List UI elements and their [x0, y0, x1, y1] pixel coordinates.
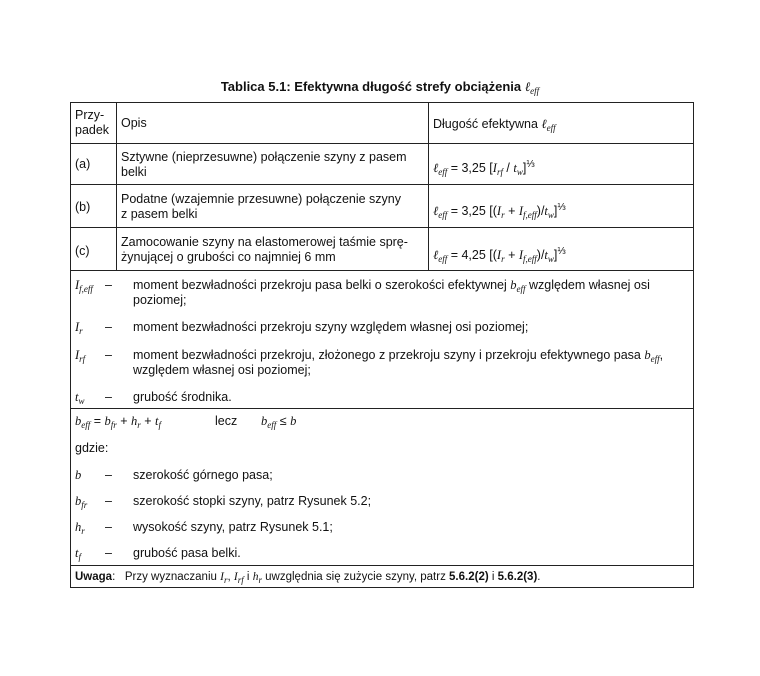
def-b-fr-text: szerokość stopki szyny, patrz Rysunek 5.2; — [133, 494, 372, 508]
def-b-dash: – — [105, 468, 112, 482]
row-b-case: (b) — [75, 200, 91, 214]
def-t-w-symbol: $t_w$ — [75, 390, 85, 406]
header-case: Przy- padek — [75, 108, 110, 137]
def-i-r-dash: – — [105, 320, 112, 334]
row-c-formula: ℓ$_{eff}$ = 4,25 $[(I_r + I_{f,eff})/t_w]^{\frac{1}{3}}$ — [433, 246, 566, 264]
def-t-f-symbol: $t_f$ — [75, 546, 81, 562]
def-b-text: szerokość górnego pasa; — [133, 468, 273, 482]
def-i-feff-text: moment bezwładności przekroju pasa belki o szerokości efektywnej $b_{eff}$ względem własnej osi poziomej; — [133, 278, 650, 307]
header-length: Długość efektywna ℓ$_{eff}$ — [433, 117, 556, 133]
title-symbol: ℓ$_{eff}$ — [524, 79, 540, 96]
def-b-fr-symbol: $b_{fr}$ — [75, 494, 88, 510]
def-i-r-symbol: $I_r$ — [75, 320, 83, 336]
def-i-feff-symbol: $I_{f,eff}$ — [75, 278, 93, 294]
note-label: Uwaga — [75, 571, 113, 583]
gdzie-text: gdzie: — [75, 441, 109, 455]
def-i-rf-dash: – — [105, 348, 112, 362]
row-a-formula: ℓ$_{eff}$ = 3,25 $[I_{rf} / t_w]^{\frac{1}{3}}$ — [433, 159, 535, 177]
note: Uwaga: Przy wyznaczaniu $I_r$, $I_{rf}$ i $h_r$ uwzględnia się zużycie szyny, patrz 5.6.2(2) i 5.6.2(3). — [75, 571, 541, 585]
def-h-r-dash: – — [105, 520, 112, 534]
row-a-case: (a) — [75, 157, 91, 171]
rule-definitions — [71, 408, 693, 409]
def-i-rf-text: moment bezwładności przekroju, złożonego z przekroju szyny i przekroju efektywnego pasa $b_{eff}$, względem własnej osi poziomej; — [133, 348, 664, 377]
def-i-feff-dash: – — [105, 278, 112, 292]
rule-note — [71, 565, 693, 566]
note-ref-2: 5.6.2(3) — [497, 571, 538, 583]
def-i-rf-symbol: $I_{rf}$ — [75, 348, 86, 364]
row-c-description: Zamocowanie szyny na elastomerowej taśmie sprę- żynującej o grubości co najmniej 6 mm — [121, 235, 408, 264]
def-t-f-dash: – — [105, 546, 112, 560]
row-a-description: Sztywne (nieprzesuwne) połączenie szyny z pasem belki — [121, 150, 407, 179]
note-ref-1: 5.6.2(2) — [449, 571, 489, 583]
def-b-symbol: b — [75, 468, 82, 482]
beff-condition: $b_{eff} \le b$ — [261, 414, 297, 430]
row-c-case: (c) — [75, 244, 90, 258]
lecz-text: lecz — [215, 414, 238, 428]
rule-c — [71, 270, 693, 271]
rule-b — [71, 227, 693, 228]
rule-a — [71, 184, 693, 185]
row-b-description: Podatne (wzajemnie przesuwne) połączenie szyny z pasem belki — [121, 192, 402, 221]
header-description: Opis — [121, 116, 147, 130]
col-rule-1 — [116, 103, 117, 270]
row-b-formula: ℓ$_{eff}$ = 3,25 $[(I_r + I_{f,eff})/t_w]^{\frac{1}{3}}$ — [433, 202, 566, 220]
def-t-w-dash: – — [105, 390, 112, 404]
def-t-w-text: grubość środnika. — [133, 390, 232, 404]
def-b-fr-dash: – — [105, 494, 112, 508]
def-h-r-text: wysokość szyny, patrz Rysunek 5.1; — [133, 520, 333, 534]
def-h-r-symbol: $h_r$ — [75, 520, 85, 536]
table — [70, 102, 694, 588]
table-title-text: Tablica 5.1: Efektywna długość strefy obciążenia — [220, 79, 522, 94]
def-t-f-text: grubość pasa belki. — [133, 546, 241, 560]
beff-formula: $b_{eff} = b_{fr} + h_r + t_f$ — [75, 414, 162, 430]
def-i-r-text: moment bezwładności przekroju szyny względem własnej osi poziomej; — [133, 320, 529, 334]
table-title — [0, 79, 760, 95]
col-rule-2 — [428, 103, 429, 270]
rule-header — [71, 143, 693, 144]
